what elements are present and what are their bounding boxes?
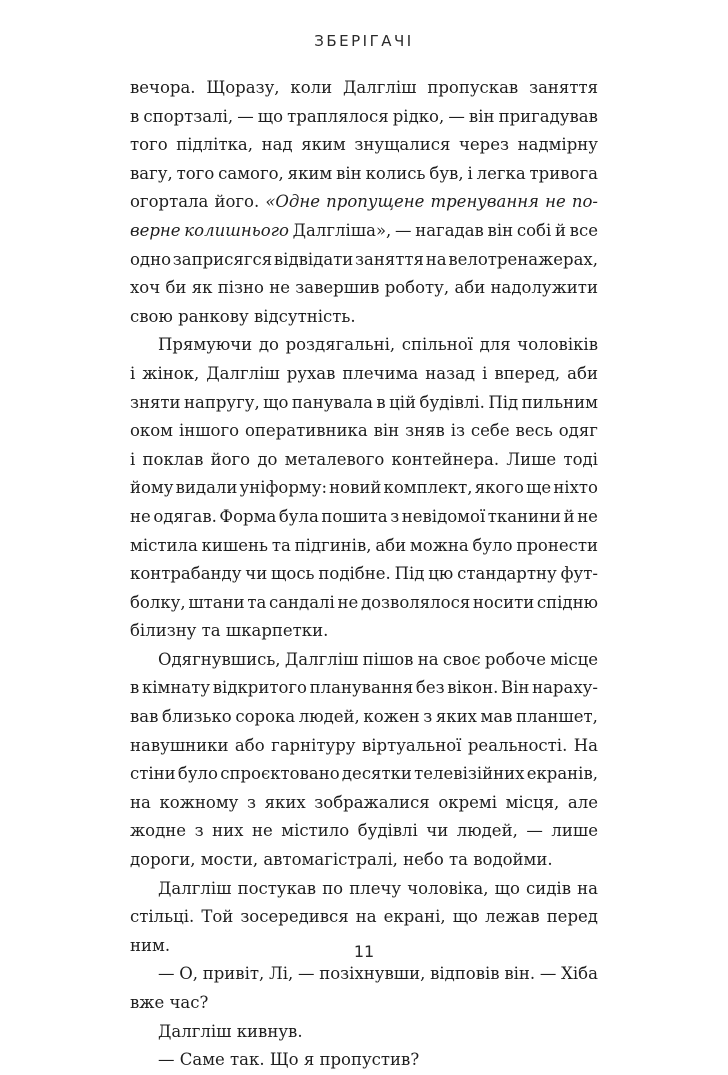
word: він xyxy=(468,106,495,126)
text-line xyxy=(130,875,598,904)
word: позіхнувши, xyxy=(319,964,426,984)
word: привіт, xyxy=(202,964,265,984)
word: Лише xyxy=(506,449,557,469)
word: не xyxy=(337,592,359,612)
word: — xyxy=(395,220,412,240)
word: яким xyxy=(287,163,333,183)
word: пригадував xyxy=(498,106,598,126)
word: екрані, xyxy=(383,907,446,927)
word: чи xyxy=(245,564,268,584)
word: легка xyxy=(476,163,526,183)
word: з xyxy=(194,821,204,841)
word: людей, xyxy=(298,707,360,727)
word: плечу xyxy=(349,878,402,898)
word: того xyxy=(130,135,168,155)
word: пронести xyxy=(516,535,598,555)
text-line xyxy=(130,360,598,389)
word: й xyxy=(554,220,566,240)
word: назад xyxy=(425,363,476,383)
text-line xyxy=(130,732,598,761)
word: підлітка, xyxy=(176,135,253,155)
word: пошита xyxy=(321,506,388,526)
word: десятки xyxy=(341,764,412,784)
text-line: — Саме так. Що я пропустив? xyxy=(158,1050,420,1070)
word: Прямуючи xyxy=(158,335,253,355)
word: — xyxy=(526,821,543,841)
word: того xyxy=(176,163,215,183)
word: Лі, xyxy=(268,964,294,984)
word: не xyxy=(251,821,273,841)
word: телевізійних xyxy=(414,764,525,784)
word: своє xyxy=(442,649,481,669)
word: лежав xyxy=(485,907,540,927)
word: чи xyxy=(426,821,449,841)
word: одно xyxy=(130,249,172,269)
word: них xyxy=(212,821,244,841)
word: зображалися xyxy=(314,792,430,812)
word: оперативника xyxy=(245,421,368,441)
word: — xyxy=(158,964,175,984)
word: без xyxy=(415,678,445,698)
word: з xyxy=(247,792,256,812)
word: спільної xyxy=(401,335,473,355)
word: кишень xyxy=(201,535,269,555)
paragraph xyxy=(130,960,598,1017)
word: надмірну xyxy=(517,135,598,155)
word: в xyxy=(130,106,140,126)
text-line xyxy=(130,74,598,103)
word: аби xyxy=(375,535,407,555)
word: чоловіка, xyxy=(407,878,489,898)
word: із xyxy=(450,421,465,441)
word: до xyxy=(258,335,279,355)
word: він xyxy=(373,421,400,441)
word: носити xyxy=(472,592,535,612)
word: він xyxy=(487,220,514,240)
word: спроєктовано xyxy=(220,764,340,784)
word: пропущене xyxy=(326,192,425,212)
text-line xyxy=(130,131,598,160)
text-line xyxy=(130,789,598,818)
word: сидів xyxy=(526,878,571,898)
word: спортзалі, xyxy=(143,106,234,126)
word: аби xyxy=(454,278,486,298)
word: що xyxy=(263,392,289,412)
word: Під xyxy=(394,564,425,584)
word: роботу, xyxy=(384,278,450,298)
text-line xyxy=(130,417,598,446)
text-line xyxy=(130,103,598,132)
word: Одягнувшись, xyxy=(158,649,281,669)
word: містила xyxy=(130,535,198,555)
word: був, xyxy=(429,163,464,183)
word: яких xyxy=(435,707,477,727)
word: самого, xyxy=(218,163,284,183)
word: що xyxy=(257,106,284,126)
word: комплект, xyxy=(383,478,473,498)
text-line: білизну та шкарпетки. xyxy=(130,621,329,641)
word: собі xyxy=(516,220,552,240)
word: одяг xyxy=(558,421,598,441)
page-number: 11 xyxy=(353,942,375,961)
text-line xyxy=(130,446,598,475)
word: стандартну xyxy=(457,564,557,584)
word: весь xyxy=(515,421,553,441)
word: огортала xyxy=(130,192,209,212)
word: та xyxy=(247,592,267,612)
word: тоді xyxy=(563,449,598,469)
word: уніформу: xyxy=(239,478,328,498)
word: перед xyxy=(546,907,598,927)
word: Далгліш xyxy=(342,78,417,97)
word: й xyxy=(563,506,575,526)
word: подібне. xyxy=(318,564,391,584)
word: для xyxy=(479,335,511,355)
word: відкритого xyxy=(212,678,307,698)
text-line xyxy=(130,760,598,789)
word: заприсягся xyxy=(172,249,273,269)
word: Хіба xyxy=(561,964,598,984)
word: надолужити xyxy=(490,278,598,298)
word: панувала xyxy=(291,392,373,412)
word: — xyxy=(237,106,254,126)
word: стіни xyxy=(130,764,176,784)
word: і xyxy=(482,363,488,383)
word: і xyxy=(130,363,136,383)
word: одягав. xyxy=(153,506,217,526)
word: та xyxy=(271,535,291,555)
word: заняття xyxy=(355,249,424,269)
text-line xyxy=(130,560,598,589)
word: пізно xyxy=(217,278,264,298)
word: нагадав xyxy=(415,220,484,240)
text-line xyxy=(130,188,598,217)
word: з xyxy=(390,506,400,526)
word: до xyxy=(257,449,278,469)
word: пішов xyxy=(362,649,414,669)
word: «Одне xyxy=(265,192,321,212)
word: поклав xyxy=(142,449,204,469)
word: стільці. xyxy=(130,907,195,927)
word: фут- xyxy=(560,564,598,584)
word: спідню xyxy=(536,592,598,612)
word: по xyxy=(322,878,344,898)
text-line xyxy=(130,589,598,618)
word: мав xyxy=(480,707,513,727)
word: знущалися xyxy=(354,135,451,155)
word: контейнера. xyxy=(391,449,500,469)
word: аби xyxy=(567,363,598,383)
word: би xyxy=(165,278,187,298)
word: вперед, xyxy=(494,363,561,383)
word: віртуальної xyxy=(361,735,462,755)
text-line: Далгліш кивнув. xyxy=(158,1021,303,1041)
word: близько xyxy=(162,707,232,727)
word: верне xyxy=(130,220,181,240)
word: все xyxy=(569,220,598,240)
word: хоч xyxy=(130,278,161,298)
word: по- xyxy=(571,192,598,212)
word: траплялося xyxy=(287,106,389,126)
text-line: свою ранкову відсутність. xyxy=(130,306,356,326)
text-line xyxy=(130,217,598,246)
word: яких xyxy=(264,792,306,812)
word: підгинів, xyxy=(294,535,372,555)
word: колись xyxy=(365,163,426,183)
word: на xyxy=(425,249,447,269)
word: і xyxy=(130,449,136,469)
word: зняти xyxy=(130,392,181,412)
word: напругу, xyxy=(184,392,260,412)
word: вагу, xyxy=(130,163,173,183)
word: пильним xyxy=(521,392,598,412)
word: — xyxy=(539,964,557,984)
word: рухав xyxy=(286,363,336,383)
text-line xyxy=(130,474,598,503)
word: цю xyxy=(428,564,454,584)
word: його xyxy=(210,449,251,469)
word: новий xyxy=(329,478,382,498)
text-line: дороги, мости, автомагістралі, небо та водойми. xyxy=(130,850,553,870)
text-line xyxy=(130,503,598,532)
word: не xyxy=(545,192,566,212)
word: коли xyxy=(290,78,333,97)
text-line xyxy=(130,817,598,846)
word: жінок, xyxy=(142,363,200,383)
word: кожен xyxy=(363,707,420,727)
running-head-title: ЗБЕРІГАЧІ xyxy=(314,32,414,50)
word: зняв xyxy=(405,421,445,441)
word: не xyxy=(269,278,290,298)
word: сорока xyxy=(235,707,296,727)
text-line xyxy=(130,703,598,732)
word: роздягальні, xyxy=(285,335,396,355)
text-line xyxy=(130,674,598,703)
word: На xyxy=(573,735,598,755)
word: можна xyxy=(409,535,469,555)
word: планування xyxy=(309,678,414,698)
word: окремі xyxy=(438,792,498,812)
word: щось xyxy=(271,564,315,584)
text-line: ним. xyxy=(130,935,171,955)
text-line xyxy=(130,646,598,675)
word: сандалі xyxy=(268,592,335,612)
word: була xyxy=(278,506,319,526)
word: вав xyxy=(130,707,159,727)
text-line xyxy=(130,903,598,932)
word: дозволялося xyxy=(360,592,471,612)
word: будівлі xyxy=(357,821,418,841)
word: рідко, xyxy=(392,106,445,126)
word: якого xyxy=(474,478,524,498)
word: навушники xyxy=(130,735,229,755)
word: жодне xyxy=(130,821,187,841)
word: штани xyxy=(188,592,245,612)
word: не xyxy=(577,506,598,526)
word: на xyxy=(417,649,439,669)
word: болку, xyxy=(130,592,186,612)
word: велотренажерах, xyxy=(448,249,598,269)
paragraph xyxy=(130,1046,598,1075)
word: його. xyxy=(214,192,260,212)
body-text xyxy=(130,74,598,1075)
word: кімнату xyxy=(141,678,211,698)
word: себе xyxy=(470,421,510,441)
word: екранів, xyxy=(526,764,598,784)
word: місця, xyxy=(505,792,560,812)
word: він xyxy=(336,163,362,183)
word: планшет, xyxy=(516,707,598,727)
word: Форма xyxy=(219,506,277,526)
text-line xyxy=(130,960,598,989)
word: іншого xyxy=(178,421,240,441)
word: кожному xyxy=(159,792,239,812)
text-line xyxy=(130,389,598,418)
word: завершив xyxy=(295,278,380,298)
word: що xyxy=(452,907,478,927)
word: або xyxy=(234,735,265,755)
word: Далгліш xyxy=(284,649,359,669)
paragraph xyxy=(130,1018,598,1047)
word: цій xyxy=(389,392,417,412)
word: тканини xyxy=(487,506,562,526)
text-line xyxy=(130,246,598,275)
word: нараху- xyxy=(532,678,598,698)
word: — xyxy=(298,964,315,984)
word: Далгліш xyxy=(158,878,232,898)
word: в xyxy=(130,678,140,698)
paragraph xyxy=(130,74,598,331)
word: лише xyxy=(551,821,598,841)
word: на xyxy=(130,792,151,812)
text-line xyxy=(130,532,598,561)
word: О, xyxy=(179,964,199,984)
word: і xyxy=(467,163,473,183)
word: оком xyxy=(130,421,174,441)
word: тренування xyxy=(430,192,539,212)
word: яким xyxy=(301,135,346,155)
text-line: вже час? xyxy=(130,993,209,1012)
word: гарнітуру xyxy=(271,735,356,755)
word: як xyxy=(191,278,213,298)
word: невідомої xyxy=(401,506,486,526)
word: заняття xyxy=(529,78,598,97)
word: через xyxy=(458,135,509,155)
word: на xyxy=(577,878,598,898)
word: колишнього xyxy=(184,220,289,240)
word: але xyxy=(567,792,598,812)
word: місце xyxy=(550,649,598,669)
word: він. xyxy=(504,964,536,984)
text-line xyxy=(130,160,598,189)
word: плечима xyxy=(342,363,419,383)
word: Під xyxy=(488,392,519,412)
word: контрабанду xyxy=(130,564,242,584)
paragraph xyxy=(130,646,598,875)
word: робоче xyxy=(484,649,546,669)
word: ще xyxy=(526,478,552,498)
word: містило xyxy=(281,821,350,841)
word: — xyxy=(448,106,465,126)
word: Він xyxy=(501,678,530,698)
word: над xyxy=(261,135,293,155)
word: зосередився xyxy=(240,907,349,927)
word: в xyxy=(376,392,386,412)
word: реальності. xyxy=(467,735,568,755)
word: металевого xyxy=(284,449,385,469)
word: відповів xyxy=(430,964,500,984)
word: Далгліш xyxy=(206,363,280,383)
word: Той xyxy=(201,907,234,927)
text-line xyxy=(130,331,598,360)
word: з xyxy=(423,707,433,727)
word: йому xyxy=(130,478,174,498)
word: було xyxy=(472,535,513,555)
word: не xyxy=(130,506,151,526)
word: постукав xyxy=(237,878,317,898)
word: вікон. xyxy=(447,678,499,698)
word: ніхто xyxy=(553,478,598,498)
word: було xyxy=(177,764,218,784)
word: чоловіків xyxy=(517,335,598,355)
word: відвідати xyxy=(273,249,354,269)
word: Далгліша», xyxy=(292,220,392,240)
word: тривога xyxy=(529,163,598,183)
word: вечора. xyxy=(130,78,196,97)
text-line xyxy=(130,274,598,303)
word: на xyxy=(355,907,377,927)
word: пропускав xyxy=(427,78,519,97)
paragraph xyxy=(130,331,598,646)
word: Щоразу, xyxy=(206,78,280,97)
word: будівлі. xyxy=(419,392,485,412)
word: видали xyxy=(175,478,238,498)
word: людей, xyxy=(456,821,518,841)
word: що xyxy=(494,878,520,898)
